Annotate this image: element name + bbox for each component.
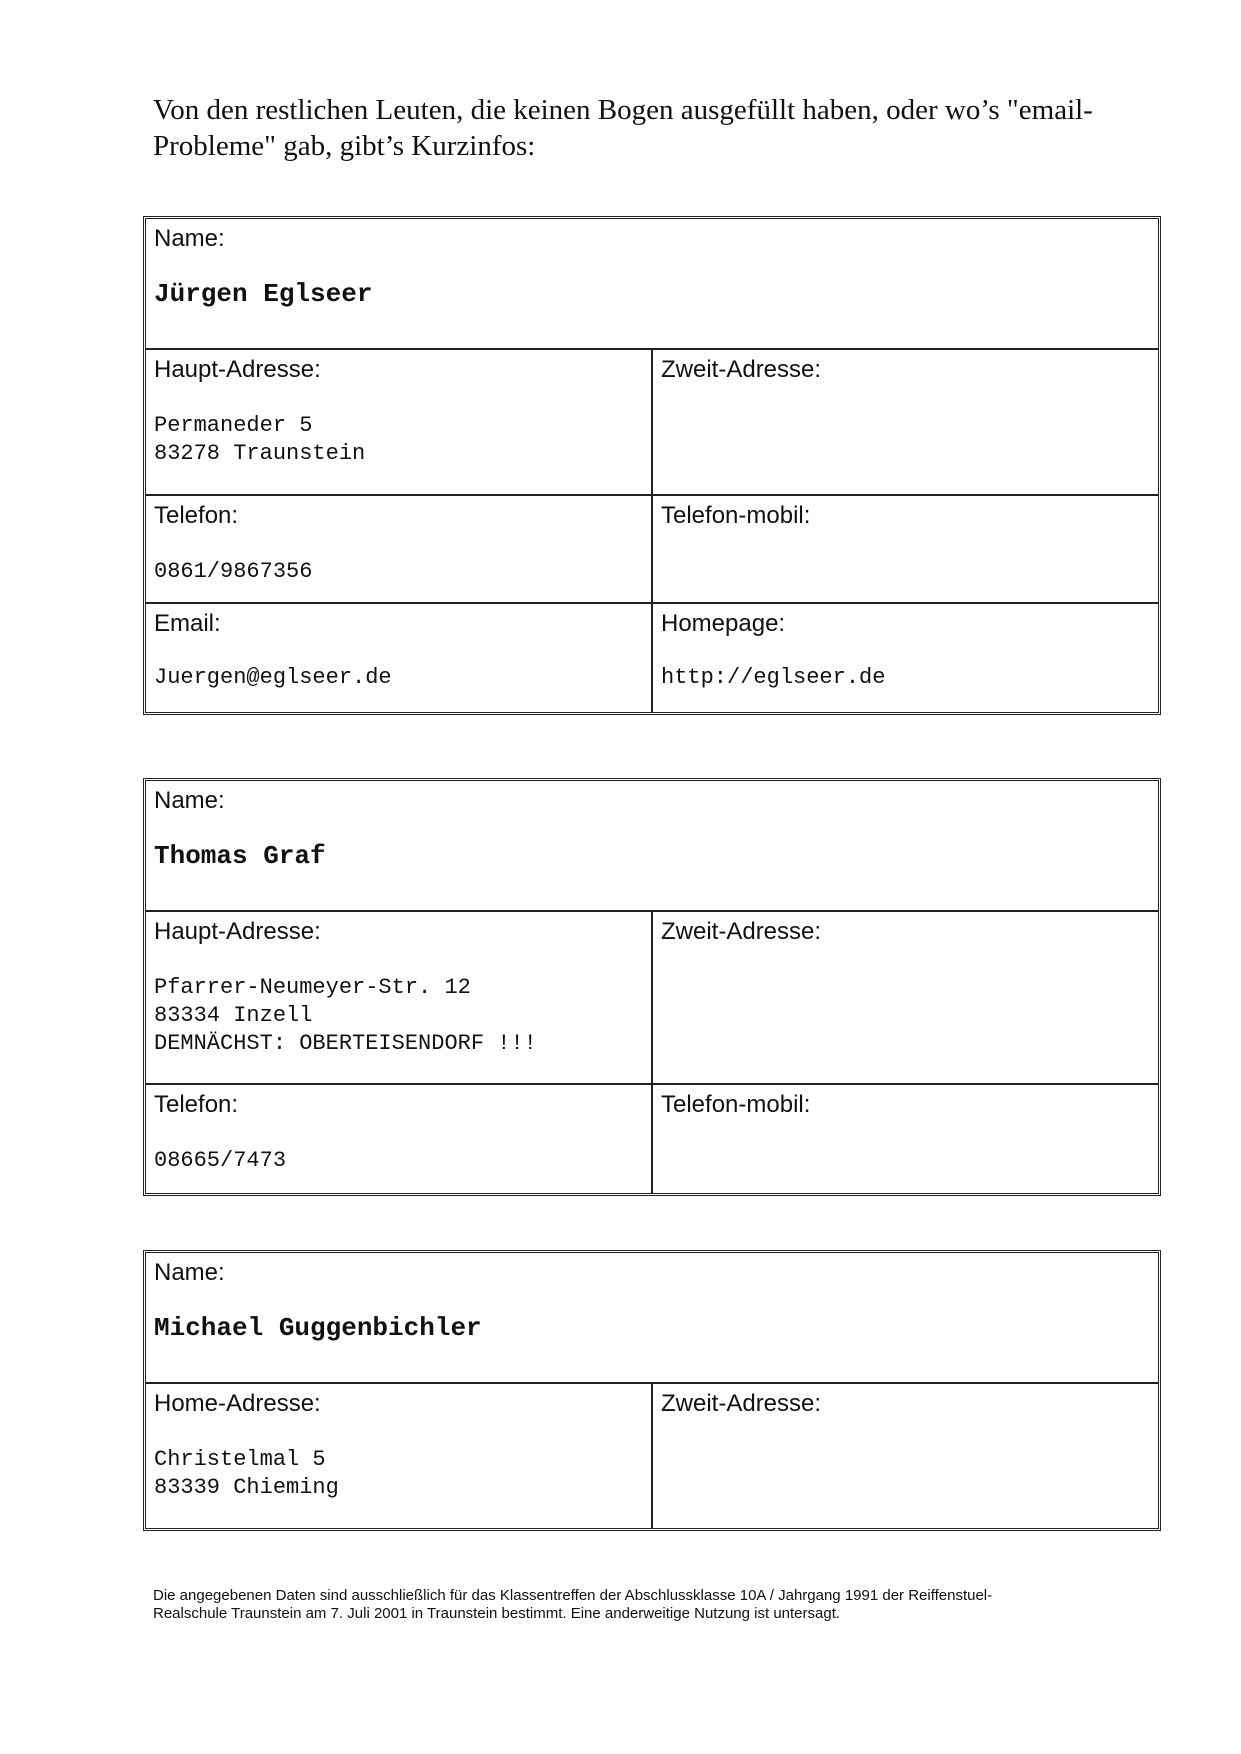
address-line: Pfarrer-Neumeyer-Str. 12 (154, 975, 471, 1000)
intro-text (153, 92, 1113, 164)
address-line: Permaneder 5 (154, 413, 313, 438)
home-address-cell (146, 1384, 651, 1528)
address-line: 83334 Inzell (154, 1003, 313, 1028)
second-address-cell (651, 350, 1158, 494)
mobile-label: Telefon-mobil: (661, 1091, 811, 1118)
phone-label: Telefon: (154, 502, 239, 529)
homepage-value: http://eglseer.de (661, 665, 886, 690)
mobile-cell (651, 1085, 1158, 1193)
address-line: Christelmal 5 (154, 1447, 326, 1472)
name-value: Michael Guggenbichler (154, 1313, 482, 1343)
contact-card-2 (143, 778, 1161, 1196)
second-address-label: Zweit-Adresse: (661, 1390, 822, 1417)
phone-cell (146, 1085, 651, 1193)
intro-line-2: Probleme" gab, gibt’s Kurzinfos: (153, 130, 536, 162)
contact-card-3 (143, 1250, 1161, 1531)
main-address-label: Haupt-Adresse: (154, 918, 321, 945)
homepage-cell (651, 604, 1158, 712)
intro-line-1: Von den restlichen Leuten, die keinen Bogen ausgefüllt haben, oder wo’s "email- (153, 94, 1093, 126)
contact-card-1 (143, 216, 1161, 715)
name-value: Jürgen Eglseer (154, 279, 373, 309)
second-address-cell (651, 1384, 1158, 1528)
name-label: Name: (154, 225, 225, 252)
address-line: DEMNÄCHST: OBERTEISENDORF !!! (154, 1031, 537, 1056)
mobile-cell (651, 496, 1158, 602)
footer-line-2: Realschule Traunstein am 7. Juli 2001 in Traunstein bestimmt. Eine anderweitige Nutzung ist untersagt. (153, 1605, 841, 1622)
phone-cell (146, 496, 651, 602)
second-address-cell (651, 912, 1158, 1083)
address-line: 83339 Chieming (154, 1475, 339, 1500)
email-cell (146, 604, 651, 712)
phone-label: Telefon: (154, 1091, 239, 1118)
footer-line-1: Die angegebenen Daten sind ausschließlich für das Klassentreffen der Abschlussklasse 10A / Jahrgang 1991 der Reiffenstuel- (153, 1587, 993, 1604)
main-address-label: Haupt-Adresse: (154, 356, 321, 383)
name-label: Name: (154, 787, 225, 814)
phone-value: 0861/9867356 (154, 559, 313, 584)
name-cell (146, 1253, 1158, 1382)
name-value: Thomas Graf (154, 841, 326, 871)
mobile-label: Telefon-mobil: (661, 502, 811, 529)
homepage-label: Homepage: (661, 610, 786, 637)
main-address-cell (146, 912, 651, 1083)
main-address-cell (146, 350, 651, 494)
second-address-label: Zweit-Adresse: (661, 918, 822, 945)
name-cell (146, 219, 1158, 348)
email-value: Juergen@eglseer.de (154, 665, 392, 690)
name-label: Name: (154, 1259, 225, 1286)
phone-value: 08665/7473 (154, 1148, 287, 1173)
home-address-label: Home-Adresse: (154, 1390, 321, 1417)
footer-disclaimer (153, 1587, 1133, 1623)
second-address-label: Zweit-Adresse: (661, 356, 822, 383)
email-label: Email: (154, 610, 221, 637)
name-cell (146, 781, 1158, 910)
address-line: 83278 Traunstein (154, 441, 366, 466)
